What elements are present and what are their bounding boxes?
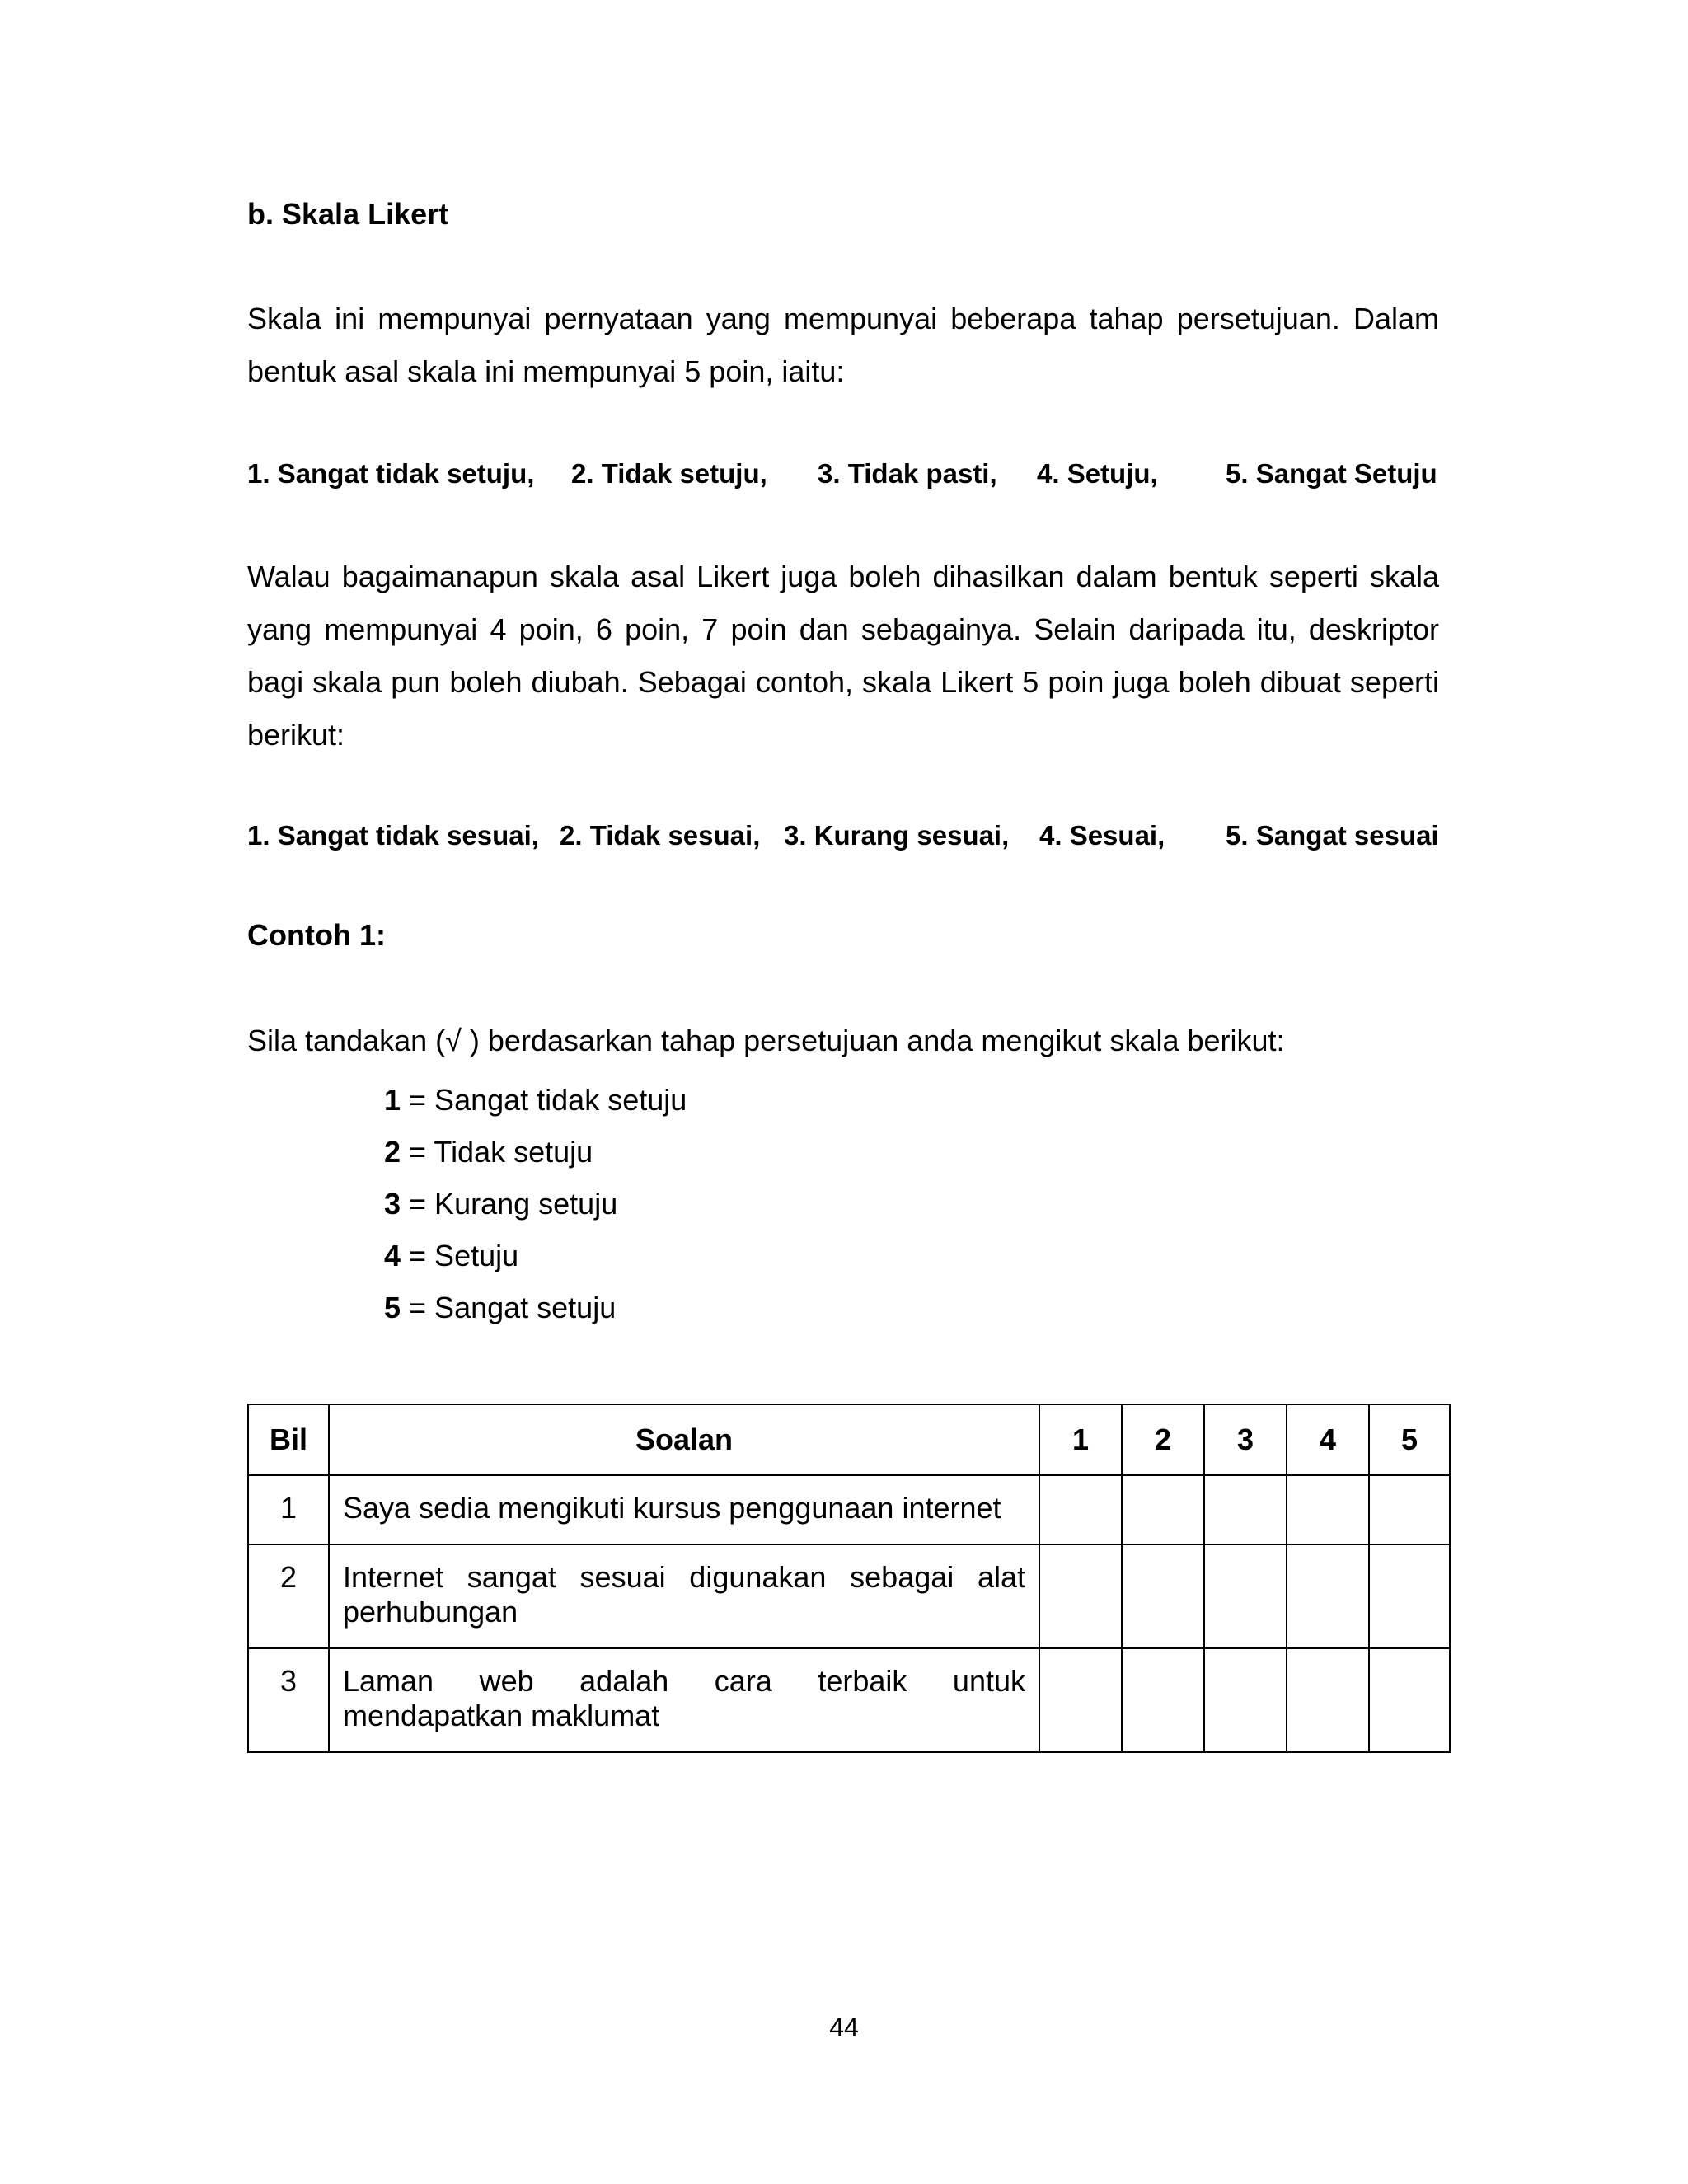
legend-item	[384, 1074, 687, 1126]
legend-item	[384, 1178, 687, 1230]
agreement-scale-row	[247, 456, 1439, 492]
rating-cell-2[interactable]	[1122, 1648, 1204, 1752]
legend-number: 5	[384, 1291, 401, 1324]
legend-text: = Sangat tidak setuju	[401, 1083, 687, 1117]
scale-option: 4. Sesuai,	[1039, 820, 1165, 851]
rating-cell-3[interactable]	[1204, 1475, 1287, 1544]
rating-cell-5[interactable]	[1369, 1544, 1450, 1648]
row-number: 1	[248, 1475, 329, 1544]
rating-cell-4[interactable]	[1287, 1544, 1369, 1648]
intro-paragraph: Skala ini mempunyai pernyataan yang mempunyai beberapa tahap persetujuan. Dalam bentuk asal skala ini mempunyai 5 poin, iaitu:	[247, 302, 1439, 388]
scale-option: 3. Kurang sesuai,	[784, 820, 1010, 851]
header-scale-3: 3	[1204, 1404, 1287, 1475]
rating-cell-3[interactable]	[1204, 1544, 1287, 1648]
legend-number: 3	[384, 1187, 401, 1221]
example-heading: Contoh 1:	[247, 918, 386, 952]
rating-cell-1[interactable]	[1039, 1544, 1122, 1648]
scale-option: 1. Sangat tidak sesuai,	[247, 820, 539, 851]
header-scale-4: 4	[1287, 1404, 1369, 1475]
header-scale-2: 2	[1122, 1404, 1204, 1475]
header-bil: Bil	[248, 1404, 329, 1475]
legend-text: = Sangat setuju	[401, 1291, 617, 1324]
instruction-text: Sila tandakan (√ ) berdasarkan tahap persetujuan anda mengikut skala berikut:	[247, 1024, 1285, 1057]
legend-text: = Kurang setuju	[401, 1187, 618, 1221]
rating-cell-1[interactable]	[1039, 1648, 1122, 1752]
legend-number: 1	[384, 1083, 401, 1117]
scale-option: 5. Sangat Setuju	[1226, 458, 1437, 489]
question-text: Internet sangat sesuai digunakan sebagai alat perhubungan	[329, 1544, 1039, 1648]
legend-text: = Setuju	[401, 1239, 519, 1272]
header-scale-1: 1	[1039, 1404, 1122, 1475]
rating-cell-5[interactable]	[1369, 1648, 1450, 1752]
scale-option: 1. Sangat tidak setuju,	[247, 458, 535, 489]
rating-cell-3[interactable]	[1204, 1648, 1287, 1752]
question-text: Saya sedia mengikuti kursus penggunaan internet	[329, 1475, 1039, 1544]
legend-item	[384, 1230, 687, 1282]
table-row	[248, 1475, 1450, 1544]
rating-cell-5[interactable]	[1369, 1475, 1450, 1544]
table-row	[248, 1648, 1450, 1752]
legend-number: 4	[384, 1239, 401, 1272]
scale-legend	[384, 1074, 687, 1333]
rating-cell-4[interactable]	[1287, 1475, 1369, 1544]
question-text: Laman web adalah cara terbaik untuk mendapatkan maklumat	[329, 1648, 1039, 1752]
scale-option: 3. Tidak pasti,	[818, 458, 997, 489]
scale-option: 2. Tidak setuju,	[571, 458, 767, 489]
scale-option: 4. Setuju,	[1037, 458, 1158, 489]
row-number: 3	[248, 1648, 329, 1752]
rating-cell-4[interactable]	[1287, 1648, 1369, 1752]
rating-cell-2[interactable]	[1122, 1544, 1204, 1648]
section-heading: b. Skala Likert	[247, 197, 449, 231]
header-scale-5: 5	[1369, 1404, 1450, 1475]
legend-text: = Tidak setuju	[401, 1135, 593, 1169]
table-header-row	[248, 1404, 1450, 1475]
scale-option: 2. Tidak sesuai,	[560, 820, 761, 851]
legend-item	[384, 1282, 687, 1333]
rating-cell-2[interactable]	[1122, 1475, 1204, 1544]
header-soalan: Soalan	[329, 1404, 1039, 1475]
rating-cell-1[interactable]	[1039, 1475, 1122, 1544]
suitability-scale-row	[247, 818, 1439, 854]
row-number: 2	[248, 1544, 329, 1648]
legend-number: 2	[384, 1135, 401, 1169]
page-number: 44	[829, 2013, 859, 2042]
table-row	[248, 1544, 1450, 1648]
legend-item	[384, 1126, 687, 1178]
scale-option: 5. Sangat sesuai	[1226, 820, 1439, 851]
variation-paragraph: Walau bagaimanapun skala asal Likert juga boleh dihasilkan dalam bentuk seperti skala yang mempunyai 4 poin, 6 poin, 7 poin dan sebagainya. Selain daripada itu, deskriptor bagi skala pun boleh diubah. Sebagai contoh, skala Likert 5 poin juga boleh dibuat seperti berikut:	[247, 560, 1439, 752]
survey-table	[247, 1404, 1451, 1753]
